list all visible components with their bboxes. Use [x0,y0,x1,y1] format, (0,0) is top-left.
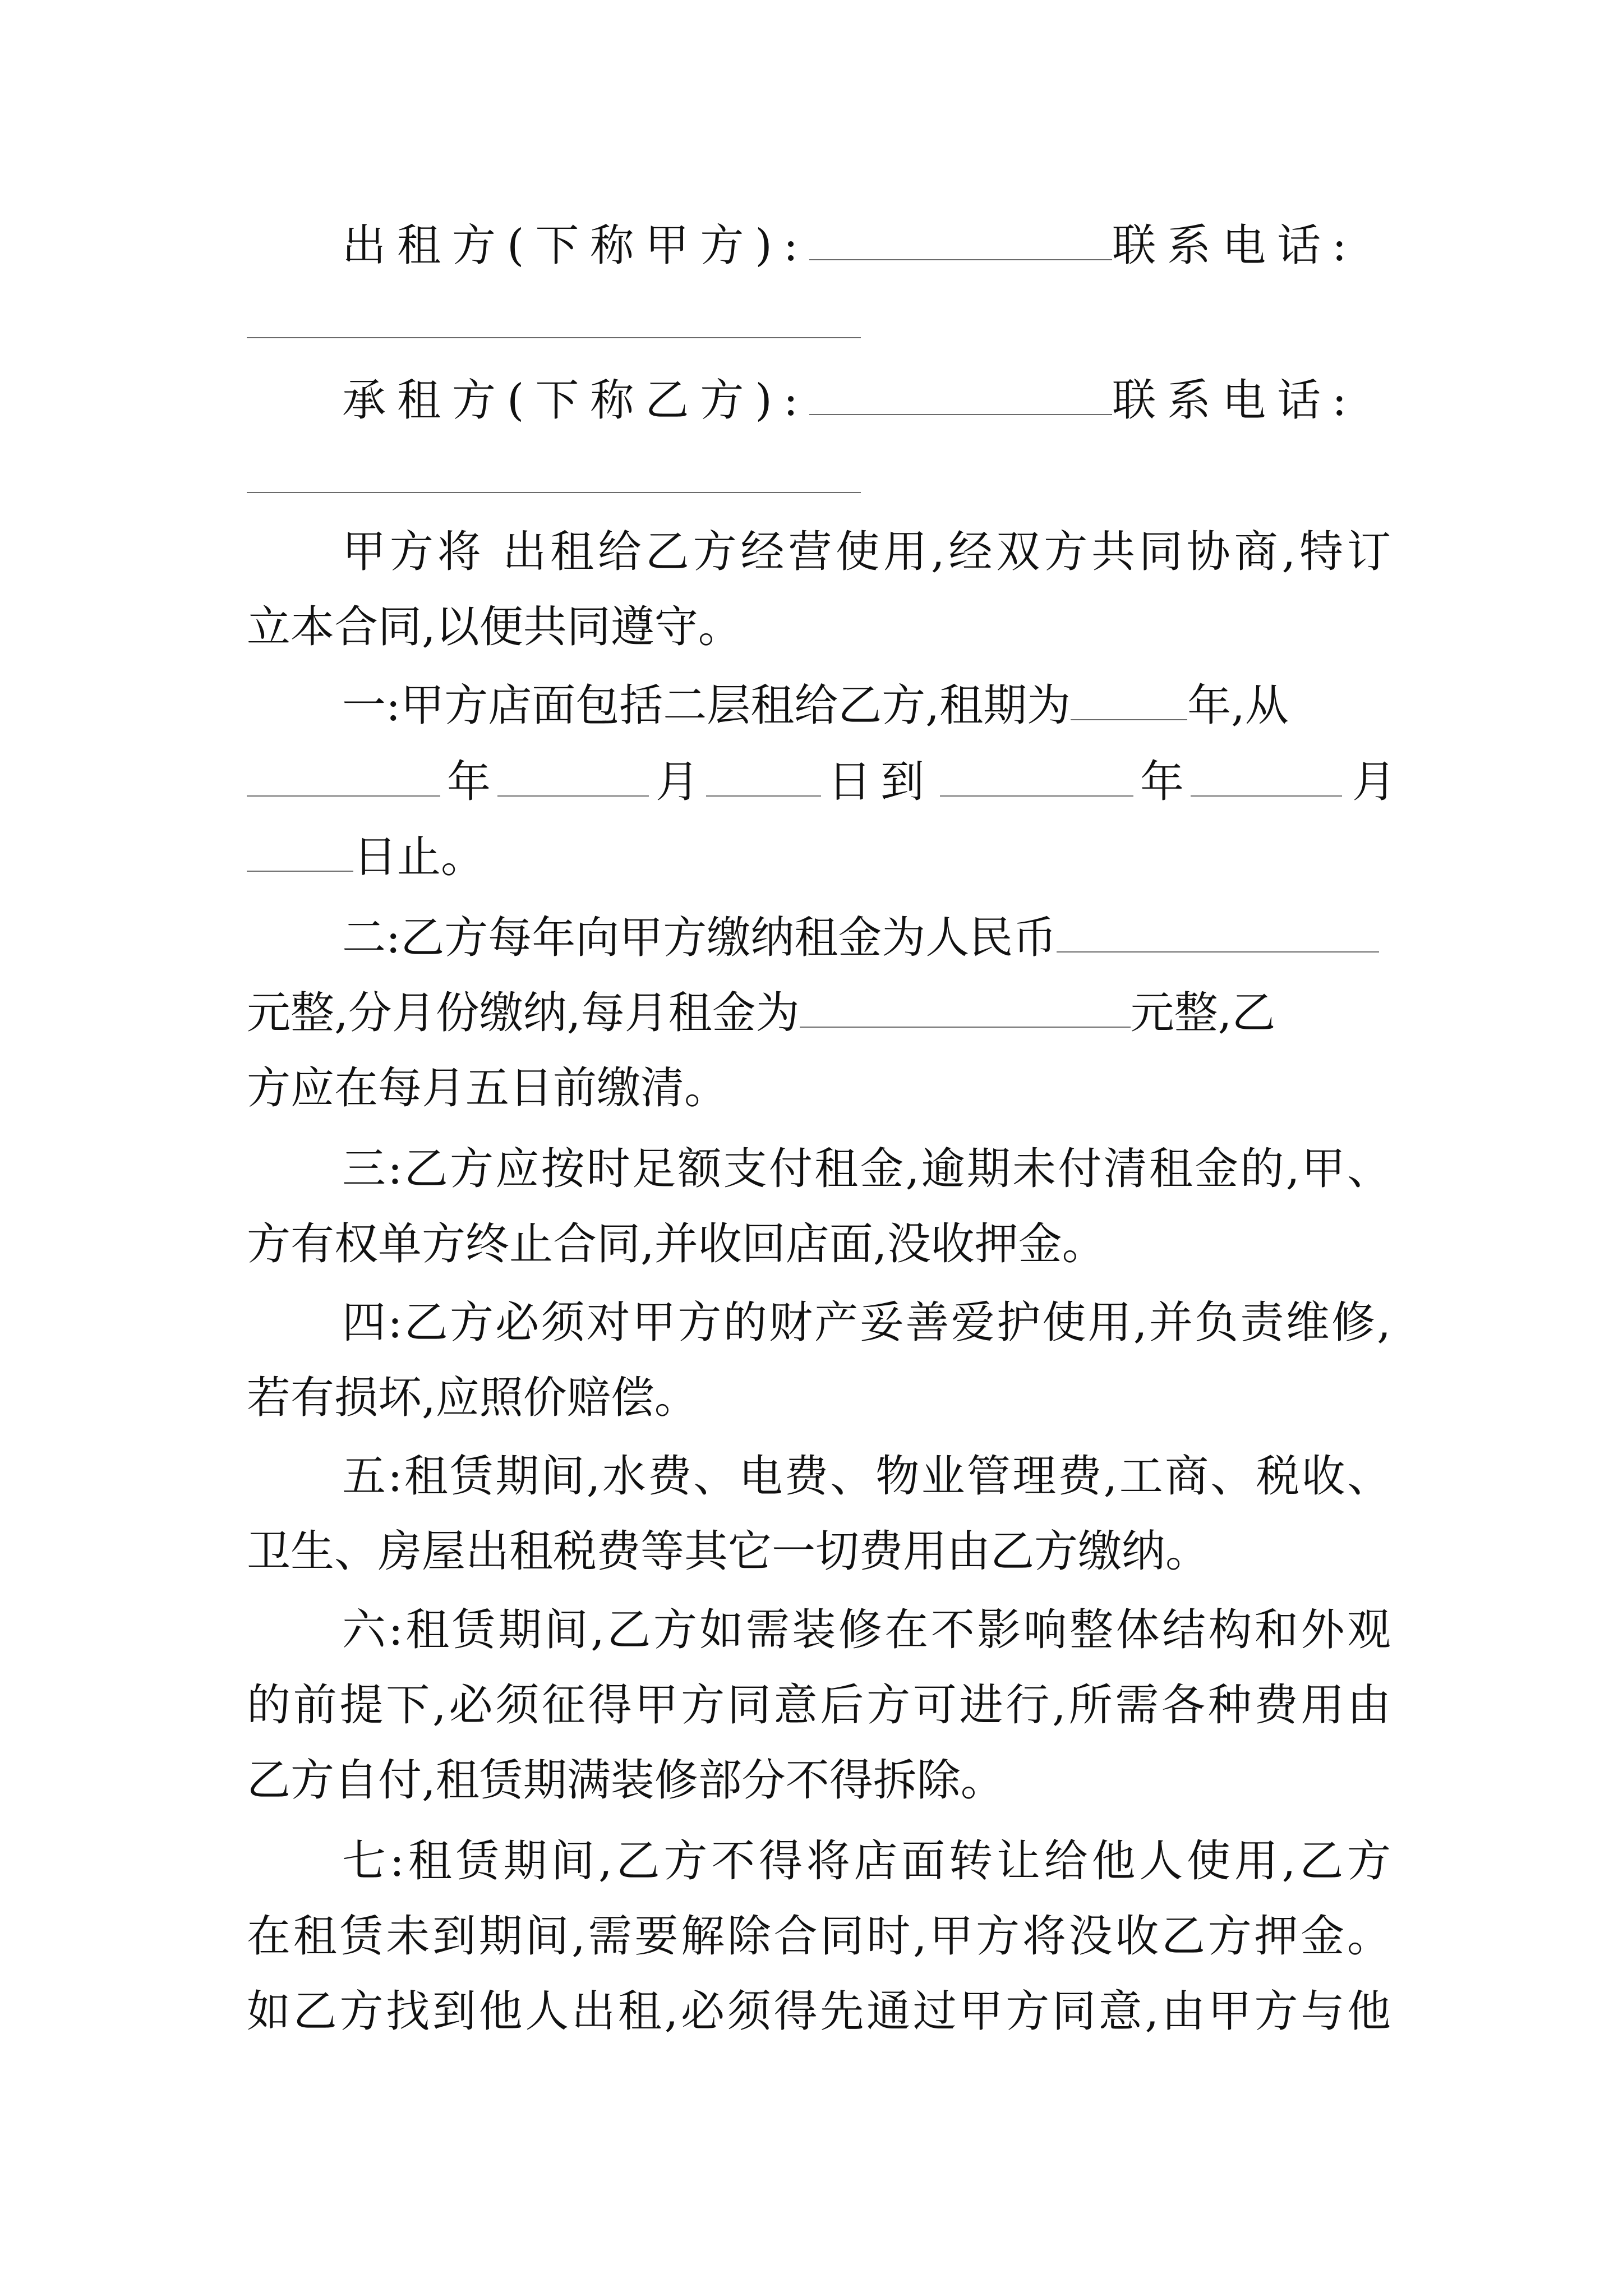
clause-1-line-2: 年 月 日到 年 月 [247,754,1391,810]
lessee-line [342,372,1391,429]
annual-rent-blank [1057,917,1379,953]
clause-3-line-1: 三:乙方应按时足额支付租金,逾期未付清租金的,甲、 [342,1144,1391,1194]
monthly-rent-blank [800,992,1131,1028]
clause-7-line-2: 在租赁未到期间,需要解除合同时,甲方将没收乙方押金。 [247,1911,1391,1962]
start-month-blank [497,761,649,797]
lessor-phone-blank [247,337,861,338]
clause-3-line-2: 方有权单方终止合同,并收回店面,没收押金。 [247,1219,1106,1269]
clause-4-line-2: 若有损坏,应照价赔偿。 [247,1373,698,1423]
clause-6-line-2: 的前提下,必须征得甲方同意后方可进行,所需各种费用由 [247,1680,1391,1731]
term-years-blank [1071,684,1187,720]
lessor-name-blank [809,224,1112,260]
start-year-blank [247,761,440,797]
clause-6-line-1: 六:租赁期间,乙方如需装修在不影响整体结构和外观 [342,1605,1391,1655]
clause-1-line-1: 一:甲方店面包括二层租给乙方,租期为 年,从 [342,680,1289,731]
end-day-blank [247,836,353,872]
end-month-blank [1191,761,1342,797]
lessee-label: 承租方(下称乙方): [342,375,810,426]
clause-1-line-3: 日止。 [247,829,1391,885]
intro-line-2: 立本合同,以便共同遵守。 [247,602,742,652]
lessor-label: 出租方(下称甲方): [342,220,810,271]
start-day-blank [706,761,821,797]
clause-6-line-3: 乙方自付,租赁期满装修部分不得拆除。 [247,1755,1004,1806]
clause-2-line-1: 二:乙方每年向甲方缴纳租金为人民币 [342,910,1391,966]
clause-4-line-1: 四:乙方必须对甲方的财产妥善爱护使用,并负责维修, [342,1297,1391,1348]
clause-5-line-2: 卫生、房屋出租税费等其它一切费用由乙方缴纳。 [247,1526,1210,1577]
clause-7-line-1: 七:租赁期间,乙方不得将店面转让给他人使用,乙方 [342,1836,1391,1887]
lessor-phone-label: 联系电话: [1112,220,1358,271]
lessor-line [342,218,1391,274]
lessee-name-blank [809,379,1112,415]
intro-line-1: 甲方将 出租给乙方经营使用,经双方共同协商,特订 [342,527,1391,577]
clause-5-line-1: 五:租赁期间,水费、电费、物业管理费,工商、税收、 [342,1451,1391,1502]
clause-2-line-2: 元整,分月份缴纳,每月租金为 元整,乙 [247,988,1276,1038]
clause-7-line-3: 如乙方找到他人出租,必须得先通过甲方同意,由甲方与他 [247,1986,1391,2037]
end-year-blank [940,761,1133,797]
clause-2-line-3: 方应在每月五日前缴清。 [247,1063,728,1114]
lessee-phone-label: 联系电话: [1112,375,1358,426]
lessee-phone-blank [247,492,861,493]
